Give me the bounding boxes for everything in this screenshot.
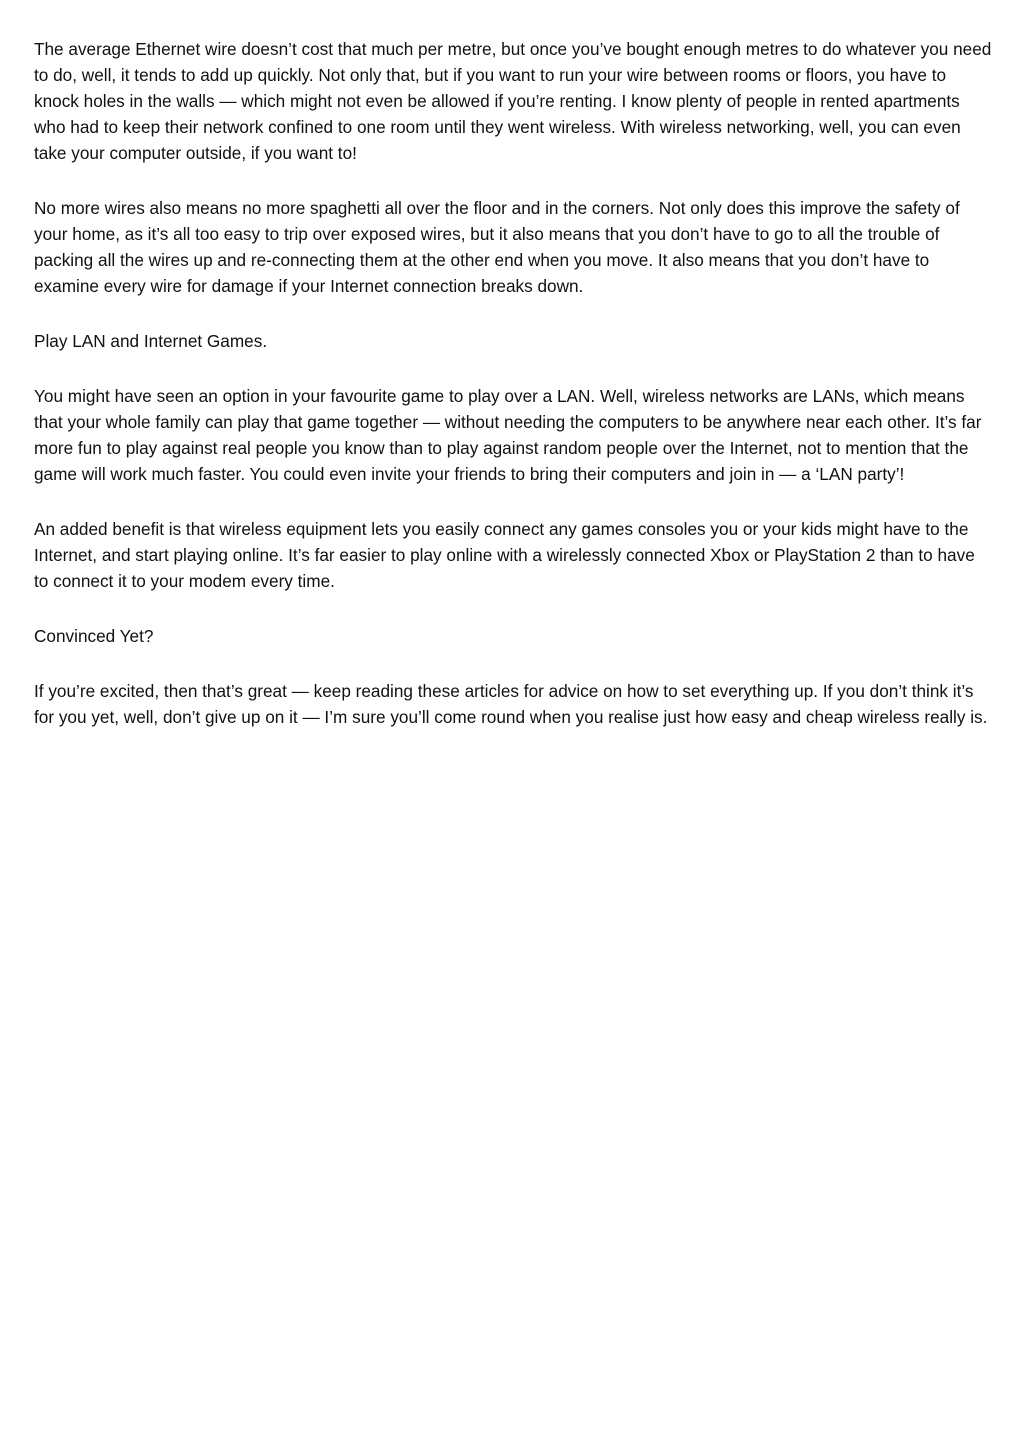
paragraph-conclusion: If you’re excited, then that’s great — keep reading these articles for advice on how to set everything up. If you don’t think it’s for you yet, well, don’t give up on it — I’m sure you’ll come round when you realise just how easy and cheap wireless really is. — [34, 681, 988, 727]
paragraph-games-consoles: An added benefit is that wireless equipment lets you easily connect any games consoles you or your kids might have to the Internet, and start playing online. It’s far easier to play online with a wirelessly connected Xbox or PlayStation 2 than to have to connect it to your modem every time. — [34, 519, 975, 591]
heading-play-lan-games: Play LAN and Internet Games. — [34, 331, 268, 351]
paragraph-ethernet-cost: The average Ethernet wire doesn’t cost that much per metre, but once you’ve bought enough metres to do whatever you need to do, well, it tends to add up quickly. Not only that, but if you want to run your wire between rooms or floors, you have to knock holes in the walls — which might not even be allowed if you’re renting. I know plenty of people in rented apartments who had to keep their network confined to one room until they went wireless. With wireless networking, well, you can even take your computer outside, if you want to! — [34, 39, 992, 163]
heading-convinced-yet: Convinced Yet? — [34, 626, 154, 646]
paragraph-lan-games: You might have seen an option in your favourite game to play over a LAN. Well, wireless networks are LANs, which means that your whole family can play that game together — without needing the computers to be anywhere near each other. It’s far more fun to play against real people you know than to play against random people over the Internet, not to mention that the game will work much faster. You could even invite your friends to bring their computers and join in — a ‘LAN party’! — [34, 386, 982, 484]
paragraph-no-more-wires: No more wires also means no more spaghetti all over the floor and in the corners. Not only does this improve the safety of your home, as it’s all too easy to trip over exposed wires, but it also means that you don’t have to go to all the trouble of packing all the wires up and re-connecting them at the other end when you move. It also means that you don’t have to examine every wire for damage if your Internet connection breaks down. — [34, 198, 960, 296]
document-body — [34, 36, 992, 759]
